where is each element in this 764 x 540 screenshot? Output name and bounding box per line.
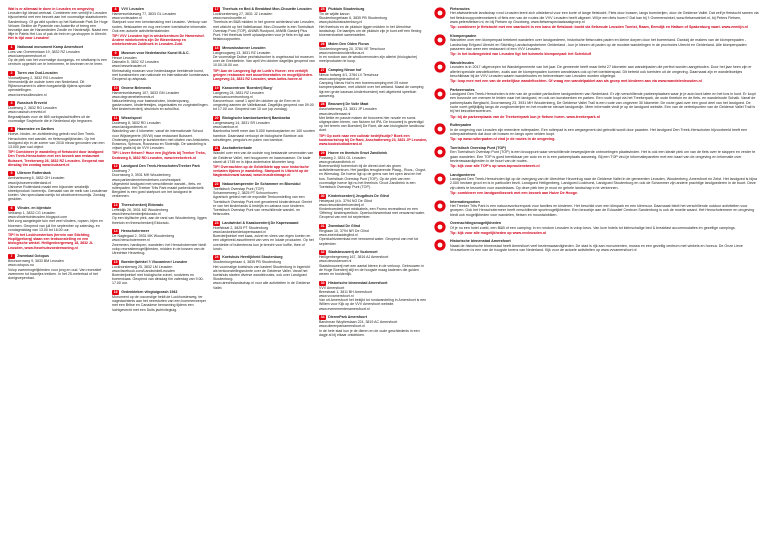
section-tip: Tip: bij de parkeerplaats van de Treekeriepark kun je fietsen huren. www.treekerpark.nl bbox=[450, 114, 600, 119]
section-body bbox=[450, 200, 759, 217]
entry-title: Landwinkel & Kaasboerderij De Kaperswaard bbox=[222, 220, 299, 225]
entry-website-link[interactable]: www.kanocentrumburg.nl bbox=[213, 94, 253, 99]
entry-address: Langerasweg 14, 3831 SR Leusden bbox=[213, 121, 270, 126]
entry-address: Langeoogweg 13, 3831 RZ Leusden bbox=[213, 50, 271, 55]
entry-description: Theehuis en B&B midden in het groene achterland van Leusden, met uitzicht op het Valleikanaal. Mon-Chouette is een Toeristisch Overstap Punt (TOP), ANWB Rustpunt, ANWB Gastvrij Plus Punt. Het theehuis heeft oplaadpunten voor je fiets en ligt aan fietsknooppunten. bbox=[213, 20, 315, 42]
entry-address: Stoutenburgerlaan 6, 3835 PB Stoutenburg bbox=[319, 16, 388, 21]
entry-title: Wisselspoel bbox=[121, 116, 142, 121]
entry-website-link[interactable]: www.dierenparkamersfoort.nl bbox=[319, 324, 365, 329]
entry-description: Openluchtzwembad met verwarmd water. Geopend van mei tot september. bbox=[319, 237, 419, 246]
entry-title: Toren van Oud-Leusden bbox=[17, 70, 58, 75]
entry-description: Kanoverhuur: vanaf 1 april t/m oktober op de Eem en in omgeving aaneen de Valleikanaal. Dagelijks geopend van 09.00 tot 17.00 uur. Geopend van 10 uur (op zondag). bbox=[213, 99, 314, 112]
section-tip: Tip: loop mee met een van de wekelijkse wandeltochten. Of vraag een wandelpakket aan als groep met kinderen aan via www.wandelenleusden.nl bbox=[450, 79, 702, 84]
section-body bbox=[450, 239, 759, 252]
entry-website-link[interactable]: www.utrechtslandschap.nl voor alle activiteiten in de Gelderse Vallei. bbox=[213, 281, 311, 290]
attraction-entry bbox=[112, 290, 210, 312]
attraction-entry bbox=[319, 250, 428, 276]
entry-number-badge: 22 bbox=[214, 182, 219, 187]
entry-description: Boerenontbijt boerentuin bij de dienst doet als groen activiteitencentrum. Het jaarlijks terugkerende Plaag-, Roos-, Oogst- en Wensdag. De hoeve ligt op de grens van het open land en het bos. Toeristisch Overstap Punt (TOP). Op de plek van een voormalige hoeve ligt nu het theehuis 'Groot Zandbrink is een Toeristisch Overstap Punt (TOP). bbox=[319, 164, 427, 190]
entry-website-link[interactable]: www.monchouette.nl bbox=[213, 16, 246, 21]
attraction-entry bbox=[8, 254, 108, 280]
attraction-entry bbox=[8, 127, 108, 167]
section-body bbox=[450, 221, 759, 235]
entry-website-link[interactable]: www.facebook.com/LandwinkelLeusden bbox=[112, 268, 175, 273]
entry-website-link[interactable]: www.landwinkeldekaperswaard.nl bbox=[213, 230, 267, 235]
entry-description: Op een idyllische plek, aan de rand van Woudenberg, liggen theetuin en theeschenkerij Eldorado. bbox=[112, 216, 207, 225]
attraction-entry bbox=[112, 7, 210, 47]
section-paragraph: Landgoed Den Treek-Henschoten ligt op de overgang van de Utrechtse Heuvelrug naar de Gelderse Vallei in de gemeenten Leusden, Woudenberg, Amersfoort en Zeist. Het landgoed is bijna 2.000 hectare groot en is in particulier bezit. Landgoed Heiligenberg, Landgoed Lockhorst, Landgoed Stoutenburg en ook de Schammer zijn andere prachtige landgoederen in de buurt. Deze zijn deels te bezoeken voor wandelaars. Op deze plek ben je mooi en gehele landschap in te verkennen. bbox=[450, 177, 758, 190]
entry-number-badge: 13 bbox=[113, 203, 118, 208]
entry-number-badge: 20 bbox=[214, 116, 219, 121]
attraction-entry bbox=[112, 229, 210, 255]
entry-title: Hoeve en theetuin Grozt Zandbrink bbox=[328, 150, 388, 155]
entry-title: Zwembad De Glind bbox=[328, 224, 361, 229]
entry-number-badge: 4 bbox=[8, 127, 15, 132]
section-circle-icon bbox=[434, 239, 446, 251]
entry-address: Langeveg 24, 3831 RZ Leusden bbox=[213, 90, 264, 95]
entry-description: Het voormalige koetshuis van kasteel Stoutenburg in ingericht als tentoonstellingsruimte over de Gelderse Vallei. Vanaf het koetshuis starten diverse wandelroutes, ook over Landgoed Stoutenburg. bbox=[213, 264, 311, 282]
entry-number-badge: 3 bbox=[8, 101, 15, 106]
entry-description: De voormalige Duitse pechstubunker is ongebouwd tot museum over de Grebbelinie. Van april t/m oktober dagelijks geopend van 10.00-16.00 uur. bbox=[213, 55, 315, 68]
section-paragraph: Naast de historische binnenstad heeft Amersfoort veel bezienswaardigheden. De stad is rijk aan monumenten, musea en een gezellig centrum met winkels en horeca. De Onze Lieve Vrouwetoren is een van de hoogste torens van Nederland. Kijk voor de actuele activiteiten op www.vvvamersfoort.nl bbox=[450, 243, 743, 253]
entry-title: Theehuis en Bed & Breakfast Mon-Chouette Leusden bbox=[222, 7, 312, 11]
attraction-entry bbox=[112, 164, 210, 198]
entry-tip: TIP! Overnachten op de Geldelblete app voor historische verbaten tijdens je wandeling. Startpunt is Uitzicht op de Nagtentuinnwal kanaal, www.leusdenimage.nl bbox=[213, 165, 309, 178]
entry-title: Zwembad Octopus bbox=[17, 254, 49, 259]
attraction-entry bbox=[8, 171, 108, 201]
entry-address: Stoutenburgerlaan 4, 3835 PB Stoutenburg bbox=[213, 260, 282, 265]
entry-address: Lockhorsterweg 25, 3832 LM Leusden bbox=[112, 264, 173, 269]
entry-website-link[interactable]: www.vvvamersfoort.nl bbox=[319, 294, 354, 299]
entry-description: Natuurbeleving voor basisscholen, kinderopvang, gastvrouwen, kinderfeestjes, organisaties en zorginstellingen. Met kinderboerderij, struintuin en schuilhut. bbox=[112, 99, 209, 112]
intro-title: Wat is er allemaal te doen in Leusden en omgeving bbox=[8, 7, 94, 11]
entry-description: Agrarisch gebied met de expositie Tentoonstelling van een Toeristisch Overstap Punt met gevarieerd kinderdebuut. Geniet er van het kinderlands & bedrijfs en cabana voor kinderen. Toeristisch Overstap Punt van verschillende wandel- en fietsroutes. bbox=[213, 195, 312, 217]
section-paragraph: Wandelen over een klompenpad betekent wandelen over landgoederen, historische fietsroutes paden en kleine dorpen door het boerenland. Dankzij de makers van de klompenpaden - Landschap Erfgoed Utrecht en Stichting Landschapsbeheer Gelderland - kun je kiezen uit paden op de mooiste wandelingen in de provincies Utrecht en Gelderland. Alle klompenpaden passeren dan weer een restaurant of een VVV Leusden. bbox=[450, 38, 747, 51]
section-title: Historische binnenstad Amersfoort bbox=[450, 239, 511, 244]
entry-number-badge: 6 bbox=[8, 206, 15, 211]
section-circle-icon bbox=[434, 221, 446, 233]
entry-address: Heiligenbergerweg 167, 3816 AJ Amersfoort bbox=[319, 255, 389, 260]
entry-description: IJshoeve Rotterdank maakt een bijzonder smakelijk streekproduct: boerenijs. Gemaakt van de melk van Leusdense koeien. Van speculaasroomijs tot aboeboerenroomijs. Zondag gesloten. bbox=[8, 184, 108, 202]
entry-number-badge: 29 bbox=[320, 150, 325, 155]
entry-address: Armhartsvweg 6, 3832 GH Leusden bbox=[8, 176, 65, 181]
column-1 bbox=[8, 7, 108, 535]
entry-address: Velkamp 1, 3832 CG Leusden bbox=[8, 211, 56, 216]
attraction-entry bbox=[319, 194, 428, 220]
entry-number-badge: 9 bbox=[112, 51, 119, 56]
attraction-entry bbox=[112, 51, 210, 81]
entry-title: Gedenkteken vliegtuigcrash 1943 bbox=[121, 290, 178, 295]
info-section bbox=[434, 146, 759, 169]
entry-address: Lockhorsterweg 27, 3831 JZ Leusden bbox=[213, 12, 273, 16]
info-section bbox=[434, 61, 759, 84]
entry-address: Hesse Leusden bbox=[112, 56, 137, 61]
entry-title: DierenPark Amersfoort bbox=[328, 315, 367, 320]
entry-website-link[interactable]: www.molendenoldenflorus.nl bbox=[319, 50, 365, 55]
attraction-entry bbox=[319, 224, 428, 246]
entry-title: Groene Belevenis bbox=[121, 85, 152, 90]
section-paragraph: Of je nu een hotel zoekt, een B&B of een camping: in en rondom Leusden is volop keus. Van luxe hotels tot kleinschalige bed & breakfast accommodaties en gezellige campings. bbox=[450, 225, 736, 230]
info-section bbox=[434, 123, 759, 141]
column-5 bbox=[434, 7, 759, 535]
entry-title: Meeuwisstunner Leusden bbox=[222, 45, 266, 50]
entry-title: Biologische bamboekwekerij Bamboeba bbox=[222, 116, 290, 121]
entry-website-link[interactable]: www.campingnieuwhof.nl bbox=[319, 77, 359, 82]
entry-website-link[interactable]: www.nieuwkinderboerderij.nl bbox=[319, 202, 364, 207]
attraction-entry bbox=[319, 42, 428, 64]
entry-tip: TIP! Combineer je wandeling of fietstocht door landgoed Den Treek-Henschoten met een bezoek aan restaurant Buissert, Treekerweg 26, 3832 RZ Leusden. Geopend van dinsdag t/m zondag www.buissert.nl bbox=[8, 150, 105, 167]
section-tip: Tip: kijk voor alle TOP's op www.toproutenetwerk.nl bbox=[450, 164, 540, 169]
section-title: Overnachtingsmogelijkheden bbox=[450, 221, 501, 226]
entry-number-badge: 15 bbox=[113, 259, 118, 264]
entry-description: Met zorg aangelegde tuin met veel vlinders, rupsen, bijen en bloemen. Geopend van juli t/m september op zaterdag- en zondagmiddag van 13.00 tot 16.00 uur. bbox=[8, 219, 103, 232]
entry-address: Barchman Wuytierslaan 224, 3819 AC Amersfoort bbox=[319, 320, 398, 325]
attraction-entry bbox=[112, 116, 210, 160]
entry-number-badge: 14 bbox=[113, 229, 118, 234]
section-title: Parkeerroutes bbox=[450, 87, 475, 92]
info-section bbox=[434, 34, 759, 57]
attraction-entry bbox=[319, 315, 428, 337]
entry-address: Tin de wijdte kanon bbox=[319, 12, 350, 16]
entry-description: Wandel over een van de oudste nog bestaande oeverwalen van de Gelderse Vallei, met hoogzomer en kaasmuseum. De kade stamt uit 1745 en is bijna anderhalve kilometer lang. bbox=[213, 151, 314, 164]
entry-address: Beursorroweg 9, 3833 BM Leusden bbox=[8, 259, 64, 264]
entry-address: Postweg 2, 3831 GL Leusden bbox=[319, 155, 366, 160]
entry-number-badge: 10 bbox=[113, 85, 118, 90]
intro-tip: Het is tijd voor Leusden! bbox=[8, 36, 50, 41]
entry-address: Hoefstraat 2, 3825 PT Stoutenburg bbox=[213, 225, 268, 230]
entry-website-link[interactable]: www.hesseleusden.nl bbox=[112, 64, 147, 69]
entry-website-link[interactable]: www.kampamersfoort.nl bbox=[8, 53, 46, 58]
attraction-entry bbox=[213, 116, 315, 142]
section-body bbox=[450, 7, 759, 30]
attraction-entry bbox=[213, 86, 315, 112]
entry-website-link[interactable]: www.henschotermeer.nl bbox=[112, 238, 150, 243]
entry-title: Brouwerij De Volle Maat bbox=[328, 102, 369, 107]
attraction-entry bbox=[213, 255, 315, 289]
attraction-entry bbox=[213, 46, 315, 81]
entry-description: Vermoedelijk de oudste toren van Nederland. Dit Rijksmonument is alleen toegankelijk tijdens speciale openstellingen. bbox=[8, 80, 92, 93]
attraction-entry bbox=[112, 86, 210, 112]
entry-description: Kleinschalig museum voor hedendaagse beeldende kunst, met kunstwerken van nationale en internationale kunstenaars. Geopend op afspraak. bbox=[112, 68, 210, 82]
entries-col4 bbox=[319, 7, 428, 337]
section-circle-icon bbox=[434, 7, 446, 19]
section-tip: Tip: combineer je fietstocht met een vaartocht in een kano de fietsboot: boekt via fietsroute Leusden Toerist, Raam, Eemdijk en Hattum of Spakenburg vaart. www.eemlijn.nl bbox=[450, 25, 748, 30]
entry-website-link[interactable]: www.parkendenenhendertsen.com/reatpark bbox=[112, 177, 181, 182]
entry-title: Aschatterkerkade bbox=[222, 146, 252, 151]
entry-title: Henschotermeer bbox=[121, 229, 150, 234]
section-circle-icon bbox=[434, 123, 446, 135]
entry-number-badge: 30 bbox=[320, 193, 325, 198]
section-circle-icon bbox=[434, 34, 446, 46]
info-section bbox=[434, 88, 759, 119]
attraction-entry bbox=[213, 7, 315, 41]
entry-title: Boerderijwinkel 't Vlocaminer/ Leusden bbox=[121, 259, 188, 264]
entry-address: Heidepad (d.k. 3794 NG De Glind bbox=[319, 198, 373, 203]
attraction-entry bbox=[213, 146, 315, 177]
section-body bbox=[450, 88, 759, 119]
attraction-entry bbox=[8, 45, 108, 67]
entry-number-badge: 32 bbox=[320, 250, 325, 255]
section-title: Landgoederen bbox=[450, 172, 476, 177]
entry-address: VVV Amersfoort bbox=[319, 285, 345, 290]
entry-address: Stoutenburgerweg 20, 3784 VE Terschuur bbox=[319, 46, 385, 51]
entry-number-badge: 19 bbox=[214, 85, 219, 90]
attraction-entry bbox=[112, 203, 210, 225]
section-circle-icon bbox=[434, 146, 446, 158]
entry-description: Startpunt voor een kennismaking met Leusden. Verkoop van routes, fietskaarten en nog veel meer toeristische informatie. Ook een actuele activiteitenkalender. bbox=[112, 20, 208, 33]
section-paragraph: Een Toeristisch Overstap Punt (TOP) is een knooppunt waar verschillende bewegwijzerde ontmoetingen plaatsvinden. Het is ook een ideale plek om van de fiets over te stappen en verder te gaan wandelen. Een TOP is goed bereikbaar per auto en er is een parkeerplaats aanwezig. Bij een TOP vind je informatiepanelen met een kaart van de omgeving en informatie over bezienswaardigheden in de buurt van de routes. bbox=[450, 150, 756, 163]
section-body bbox=[450, 61, 759, 84]
section-circle-icon bbox=[434, 173, 446, 185]
attraction-entry bbox=[319, 68, 428, 98]
section-body bbox=[450, 146, 759, 169]
section-body bbox=[450, 34, 759, 57]
entry-address: Vlooswijkweg 2, 3832 RG Leusden bbox=[8, 75, 64, 80]
entry-website-link[interactable]: www.russisch-ereveld.nl bbox=[8, 110, 47, 115]
entry-number-badge: 8 bbox=[112, 7, 119, 12]
entry-number-badge: 17 bbox=[214, 7, 219, 11]
sections-col5 bbox=[434, 7, 759, 253]
entry-website-link[interactable]: www.degroenebelevenis.nl bbox=[112, 94, 155, 99]
entry-website-link[interactable]: www.zwembaddeglind.nl bbox=[319, 233, 358, 238]
entry-number-badge: 23 bbox=[214, 220, 219, 225]
entry-number-badge: 2 bbox=[8, 71, 15, 76]
entry-title: Historische binnenstad Amersfoort bbox=[328, 280, 388, 285]
entry-website-link[interactable]: www.ijshoevenrotterdank.nl bbox=[8, 180, 52, 185]
entry-title: Koetshuis Heerlijkheid Stoutenburg bbox=[222, 255, 283, 260]
entry-title: Russisch Ereveld bbox=[17, 101, 47, 106]
entry-address: Asschatterweg 23, 3831 JP Leusden bbox=[319, 107, 377, 112]
column-2 bbox=[112, 7, 210, 535]
entry-number-badge: 24 bbox=[214, 255, 219, 260]
entry-description: Van uit Amersfoort het bekijkt tot rondwandeling in Amersfoort is een Willem voor Kijk op de VVV Amersfoort website. bbox=[319, 298, 427, 307]
entry-website-link[interactable]: www.theeschenkerijeldorado.nl bbox=[112, 212, 161, 217]
entry-website-link[interactable]: www.landgoedtreek.nl bbox=[112, 125, 147, 130]
entry-title: Natuurkampeerder De Schammer en Bloesidul bbox=[222, 182, 301, 187]
entry-description: Monument op de ooconstige heldt de Lockhorsterweg, ter nagedachtenis aan het neerstorten van een bommenwerper met een Britse en Canadese bemanning tijdens een luchtgevecht met een Duits jachtvliegtuig. bbox=[112, 295, 207, 312]
entry-description: Met liefde en passie maken de brouwers hier novale en soms uitgesproken bieren, van Nutzen tot IPA. De brouwerij is geverdigd op het terrein van Boerderij De Rant, die aan biologische landbouw doet. bbox=[319, 115, 425, 133]
entry-number-badge: 26 bbox=[320, 41, 325, 46]
entry-description: Kinderboerderij met minikabels, een Fromo recreatiecol en een 'Offering' kinderspeeltuin. Openluchtzwembad met verwarmd water. Geopend van mei tot september. bbox=[319, 207, 425, 220]
entry-description: In en rondom aan de windkorenmolen zijn allerlei (biologische) meelproducten te koop. bbox=[319, 55, 418, 64]
section-paragraph: In de omgeving van Leusden zijn meerdere ruiterpaden. Een ruiterpad is een wegsegment dat gebruikt wordt door paarden. Het landgoed Den Treek-Henschoten bijvoorbeeld heeft een ruiterpadnetwerk dat door de bossen en langs open velden loopt. bbox=[450, 127, 748, 136]
entry-description: Boerderijwinkel met biologische zuivel, rundvlees en boerenkaas. Geopend van dinsdag t/m zaterdag van 9.00-17.00 uur. bbox=[112, 273, 204, 286]
entry-website-link[interactable]: www.devuskenoet.nl bbox=[319, 259, 352, 264]
section-title: Internatiesporten bbox=[450, 199, 480, 204]
attraction-entry bbox=[112, 260, 210, 286]
section-title: Wandelroutes bbox=[450, 60, 474, 65]
section-tip: Tip: In het buitengebied van Leusden ligt het tuinmelo klompenpad: het Schelduif bbox=[450, 52, 591, 57]
entry-website-link[interactable]: www.octopus.nu bbox=[8, 263, 34, 268]
column-3 bbox=[213, 7, 315, 535]
entry-number-badge: 1 bbox=[8, 45, 15, 50]
entry-description: Bamboeba heeft meer dan 5.000 bamboeplanten en 100 soorten bamboe. Daarnaast verkoopt de biologische Bamboe ook schuttingen, pergola's en palen van bamboe. bbox=[213, 129, 315, 142]
section-paragraph: Leusden is in 2017 uitgeroepen tot Wandelgemeente van het jaar. De gemeente heeft maar liefst 27 kilometer aan wandelpaden die perfect worden aangeboden. Door het jaar heen zijn er allerlei speciale wandeltochten, zoals aan de klompenpaden kunnen wandelaars ook op het toeristenspad. Dit betrekt ook toeristen uit de omgeving. Daarnaast zijn er wandelboekjes beschikbaar bij de VVV Leusden waarin wandelroutes en belevenissen van Leusden worden uitgelegd. bbox=[450, 65, 752, 78]
entry-website-link[interactable]: www.vlindertuinleusden.blogspot.com bbox=[8, 215, 68, 220]
entry-description: Het theehuis en de pluktuin liggen midden in het Utrechtse landschap. De laantjes om de pluktuin zijn je kunt zelf een flexing bloemenboeket samenstellen. bbox=[319, 24, 422, 38]
entry-description: Hoeve- hinder- en zichtbeleving geledt rond Den Treek-Henschoten met wandel- en fietsmogelijkheden. Op het landgoed zijn in de zomer van 2016 nieuw gevonden van een 13.000 jaar oud object. bbox=[8, 132, 105, 150]
section-paragraph: Het afwisselende landschap rond Leusden leent zich uitstekend voor een korte of lange fietstocht. Fiets door bossen, langs boerderijen, door de Gelderse Vallei. Dat zelf je fietstocht samen via het fietsknooppuntennetwerk of fiets een van de routes die VVV Leusden heeft uitgezet. Wil je een fiets huren? Dat kan bij 't Gveerenwinkel, www.fietsenwinkel.nl, bij Peters Fietsen, www.petersfietsen.nl, en bij Fietsen op Grootweg, www.fietsenspeciaalzaakgroep.nl bbox=[450, 11, 759, 25]
section-paragraph: Het Treeker Trits Park is een natuuravonturenpark voor families en kinderen. Het beschikt over een klimpark en een klimmuur. Daarnaast biedt het verschillende outdoor activiteiten voor groepen. Ook het Henschotermeer heeft verschillende sportmogelijkheden. Een bezoekje aan de Educatief Centrum Sandenburg is ook de moeite waard. Het Henschotermeer en omgeving biedt ook mogelijkheden voor wandelen, fietsen en mountainbiken. bbox=[450, 204, 755, 217]
entry-address: Loes van Overeemlaan 19, 3832 RZ Leusden bbox=[8, 49, 80, 54]
section-title: Ruiterpaden bbox=[450, 123, 472, 128]
entry-address: Schammerweg 2, 3825 PT Schoonhoven bbox=[213, 191, 278, 196]
entry-tip: TIP! VVV Leusden ligt in winkelcentrum De Hamershof. Andere winkelcentra zijn De Biezenkamp en winkelcentrum Zuidhoek in Leusden-Zuid. bbox=[112, 34, 205, 47]
entry-number-badge: 25 bbox=[320, 7, 325, 11]
entry-number-badge: 7 bbox=[8, 254, 15, 259]
entry-title: Landgoed Den Treek-Henschoten/Treeker Park bbox=[121, 164, 200, 169]
entry-number-badge: 27 bbox=[320, 67, 325, 72]
entry-address: Dalmalin 5, 3832 XZ Leusden bbox=[112, 60, 159, 65]
entry-website-link[interactable]: www.evenementenamersfoort.nl bbox=[319, 306, 370, 311]
entry-title: VVV Leusden bbox=[121, 7, 144, 11]
entry-website-link[interactable]: www.vvvleusden.nl bbox=[112, 16, 142, 21]
entry-description: Uitgestrekt landgoed met verschillende wandel-, fiets- en ruiterpaden. Het Treeker Trits Park maakt parkenkolenkelk Bergdeel is een goed startpunt om het landgoed te verkennen. bbox=[112, 181, 204, 199]
attraction-entry bbox=[319, 7, 428, 37]
entry-address: Doornsweg 3, 3931 MH Woudenberg bbox=[112, 173, 171, 178]
column-4 bbox=[319, 7, 428, 535]
entry-title: Theeschenkerij Eldorado bbox=[121, 203, 164, 208]
entry-title: Hazenstee en Darthes bbox=[17, 127, 55, 132]
intro-text: Leusden ligt ideaal centraal. Combineer een verblijf in Leusden bijvoorbeeld met een bezoek aan het voormalige staatsdomein Sandenburg. Of ga wild spotten op het Nationale Park De Hoge Veluwe. Beklim de Pyramide van Austerlitz of breng een bezoekje aan de Hanzesteden Zwolle en Harderwijk. Naast een liftje in Paleis Het Loo of pak de trein en ga shoppen in Utrecht. bbox=[8, 11, 108, 37]
entry-number-badge: 34 bbox=[320, 315, 325, 320]
entry-website-link[interactable]: www.devollemaat.nl bbox=[319, 111, 351, 116]
attraction-entry bbox=[8, 206, 108, 250]
entry-website-link[interactable]: www.torenoudleusden.nl bbox=[8, 92, 47, 97]
entry-address: Hamersveldseweg 107, 3833 GM Leusden bbox=[112, 90, 180, 95]
section-circle-icon bbox=[434, 200, 446, 212]
entry-description: Begraafplaats voor de 865 oorlogsslachtoffers uit de voormalige Sovjetunie die in Nederland zijn begraven. bbox=[8, 114, 93, 123]
attraction-entry bbox=[213, 221, 315, 251]
entry-number-badge: 18 bbox=[214, 45, 219, 50]
entry-number-badge: 21 bbox=[214, 146, 219, 151]
entry-number-badge: 31 bbox=[320, 224, 325, 229]
entry-number-badge: 5 bbox=[8, 171, 15, 176]
section-title: Klompenpaden bbox=[450, 33, 477, 38]
entry-title: Uilenvre Rotterdank bbox=[17, 171, 51, 176]
section-title: Toeristisch Overstap Punt (TOP) bbox=[450, 145, 506, 150]
entry-title: Molen Den Olden Florus bbox=[328, 41, 369, 46]
entry-address: Dodeweg 7 bbox=[112, 169, 130, 174]
entry-description: Zwemmen, hardlopen, wandelen: het Henschotermeer biedt volop recreatiemogelijkheden, midden in de bossen van de Utrechtse Heuvelrug. bbox=[112, 242, 207, 256]
entry-description: Camping Nieuw Hof is een boerencamping met 25 ruime kampeerplaatsen, met uitzicht over het weiland. Naast de camping ligt een grote karavan-kinderboerderij met uitgebreid speeltuin aanwezig. bbox=[319, 81, 424, 98]
entry-number-badge: 16 bbox=[113, 290, 118, 295]
entry-title: Vlinder- en bijentuin bbox=[17, 206, 52, 211]
entry-address: Toeristisch Overstap Punt (TOP) bbox=[213, 187, 264, 192]
entry-description: Volop zwemmogelijkheden voor jong en oud. Van recreatief zwemmen tot baantjes trekken. In het 25-meterbad of het doelgroepenbad. bbox=[8, 267, 102, 281]
entry-title: Museum voor Nederlandse Kunst M.A.C. bbox=[121, 51, 190, 56]
entry-address: Hamersveldseweg 77, 3833 GL Leusden bbox=[112, 12, 177, 16]
section-tip: Tip: combineer een landgoedbezoek met een bezoek aan Huize De Hooge. bbox=[450, 191, 578, 196]
entry-address: Breestraat 1, 3811 BH Amersfoort bbox=[319, 289, 372, 294]
section-circle-icon bbox=[434, 61, 446, 73]
entry-address: Dodeweg 8, 3832 RD Leusden bbox=[112, 121, 161, 126]
section-tip: Tip: kijk voor alle mogelijkheden op www.vvvleusden.nl bbox=[450, 230, 547, 235]
entry-website-link[interactable]: www.pluktuinstoutenburg.nl bbox=[319, 20, 363, 25]
entry-description: Wandeling van 4 kilometer, vanaf de internationale School voor Wijsbegeerte (ISVW) naar restaurant Buissert. Onderweg passeer je kunstwerken met citaten van Aristoteles, Erasmus, Spinoza, Rousseau en Sloterdijk. De wandeling is vrijwel gratis bij de VVV Leusden. bbox=[112, 129, 210, 151]
attraction-entry bbox=[319, 151, 428, 190]
entries-col1 bbox=[8, 45, 108, 281]
entries-col3 bbox=[213, 7, 315, 290]
entry-description: Stadsbrouwerij met een aantal bieren in de verkoop. Gebrouwen in de Hoge Boerderij stijl en de hoogste maag kadenen die gulden wezen en kruidenlijk. bbox=[319, 263, 425, 277]
section-body bbox=[450, 123, 759, 141]
entry-title: Stadsbrouwerij de Vuzkenoet bbox=[328, 250, 378, 255]
section-title: Fietsroutes bbox=[450, 7, 470, 11]
entry-tip: TIP! Op zoek naar een culinair bedrijfsuitje? Boek een kookworkshop bij De Rant, Asschatterweg 23, 3831 JP Leusden, www.kookstudioderant.nl bbox=[319, 133, 428, 147]
entry-tip: TIP! Aan de Langeveg ligt de Lurib's Hoeve: een verblijft gelegen restaurant met assortimentalies en mogelijkheden. Langeveg 24, 3831 RZ Leusden, www.luribs-hoeve.nl bbox=[213, 68, 313, 82]
entry-title: Kanocentrum 'Boerderij Burg' bbox=[222, 85, 273, 90]
section-body bbox=[450, 173, 759, 196]
section-tip: Tip: op www.ruiterpaden.nl vind je de routes in de omgeving. bbox=[450, 137, 556, 142]
entry-number-badge: 12 bbox=[113, 164, 118, 169]
section-paragraph: Landgoed Den Treek-Henschoten is één van de grootste particuliere landgoederen van Nederland. Er zijn verschillende parkeerplaatsen waar je je auto kunt laten en het bos in kunt. Er loopt een bosroute om mensen te leiden naar het landgoed, en ook om kunstwerken en parken. Een route loopt via het Treekerpark, de oude theetuin en de fiets- en wandelroute Schaik. Vanaf de parkeerplaats Bergtacht, Doornseweg 23, 3931 MH Woudenberg, De Gelderse Vallei Trail is een route van ongeveer 30 kilometer. De route gaat over een groot deel van het landgoed. De route voert gelijktijdig langs de zorgboerderijen en het moderne nieuwe landgoedje. Meer informatie vindt je op de landgoed website. Een van de vertrekpunten van de Gelderse Vallei Trail is bij het bezoekerscentrum. bbox=[450, 92, 756, 114]
entry-title: Pluktuin Stoutenburg bbox=[328, 7, 365, 11]
entry-number-badge: 33 bbox=[320, 280, 325, 285]
entry-address: De Nagtegaal 2, 3931 MK Woudenberg bbox=[112, 234, 175, 239]
entry-title: Kinderboerderij Jeugdhuis De Glind bbox=[328, 193, 389, 198]
info-section bbox=[434, 200, 759, 217]
section-circle-icon bbox=[434, 88, 446, 100]
entry-website-link[interactable]: www.bamboe.nl bbox=[213, 125, 239, 130]
attraction-entry bbox=[319, 281, 428, 311]
entry-address: Ringlaan 10, 3794 NR De Glind bbox=[319, 229, 369, 234]
info-section bbox=[434, 239, 759, 252]
entry-description: Op de plek van het voormalige doorgangs- en strafkamp is een centrum opgericht om te herinneren, te bezinnen en te leren. bbox=[8, 58, 107, 67]
info-section bbox=[434, 221, 759, 235]
entry-address: Dodeweg 2, 3832 RG Leusden bbox=[8, 106, 57, 111]
attraction-entry bbox=[8, 101, 108, 123]
entry-number-badge: 11 bbox=[113, 116, 118, 121]
entries-col2 bbox=[112, 7, 210, 312]
entry-title: Nationaal monument Kamp Amersfoort bbox=[17, 44, 84, 49]
entry-description: In de hele stad kun je de dieren en de oude geschiedenis in een dagje al bij elkaar ontdekken. bbox=[319, 328, 420, 337]
attraction-entry bbox=[8, 71, 108, 97]
info-section bbox=[434, 7, 759, 30]
entry-website-link[interactable]: www.groztzandbrink.nl bbox=[319, 159, 355, 164]
entry-tip: TIP! In het Lockhorsterbos (terrein van Stichting Hoplijgerberg) staan een tentoonstelling en een biologische winkel. Heiligenbergerweg 18, 3832 JL Leusden, www.lheurhuisvoederwoning.nl bbox=[8, 233, 94, 250]
entry-number-badge: 28 bbox=[320, 102, 325, 107]
attraction-entry bbox=[213, 182, 315, 216]
entry-title: Camping Nieuw hof bbox=[328, 67, 362, 72]
entry-address: Nieuw hofweg 4/1, 3784 LV Terschuur bbox=[319, 72, 379, 77]
entry-description: Boerderijwinkel met kaas, zuivel en vlees van eigen koeien en een uitgebreid assortiment van vers en lokale producten. Op het overdekte of buitenterras kun je terecht voor koffie, thee of lunch. bbox=[213, 234, 314, 251]
entry-tip: TIP! Liever fietsen? Huur een (lig)fiets bij Treeker Treks, Dodeweg 8, 3832 RD Leusden, www.treekertrek.nl bbox=[112, 151, 206, 160]
entry-address: Leffeldijk 26, 3931 MZ Woudenberg bbox=[112, 208, 169, 213]
attraction-entry bbox=[319, 102, 428, 146]
info-section bbox=[434, 173, 759, 196]
